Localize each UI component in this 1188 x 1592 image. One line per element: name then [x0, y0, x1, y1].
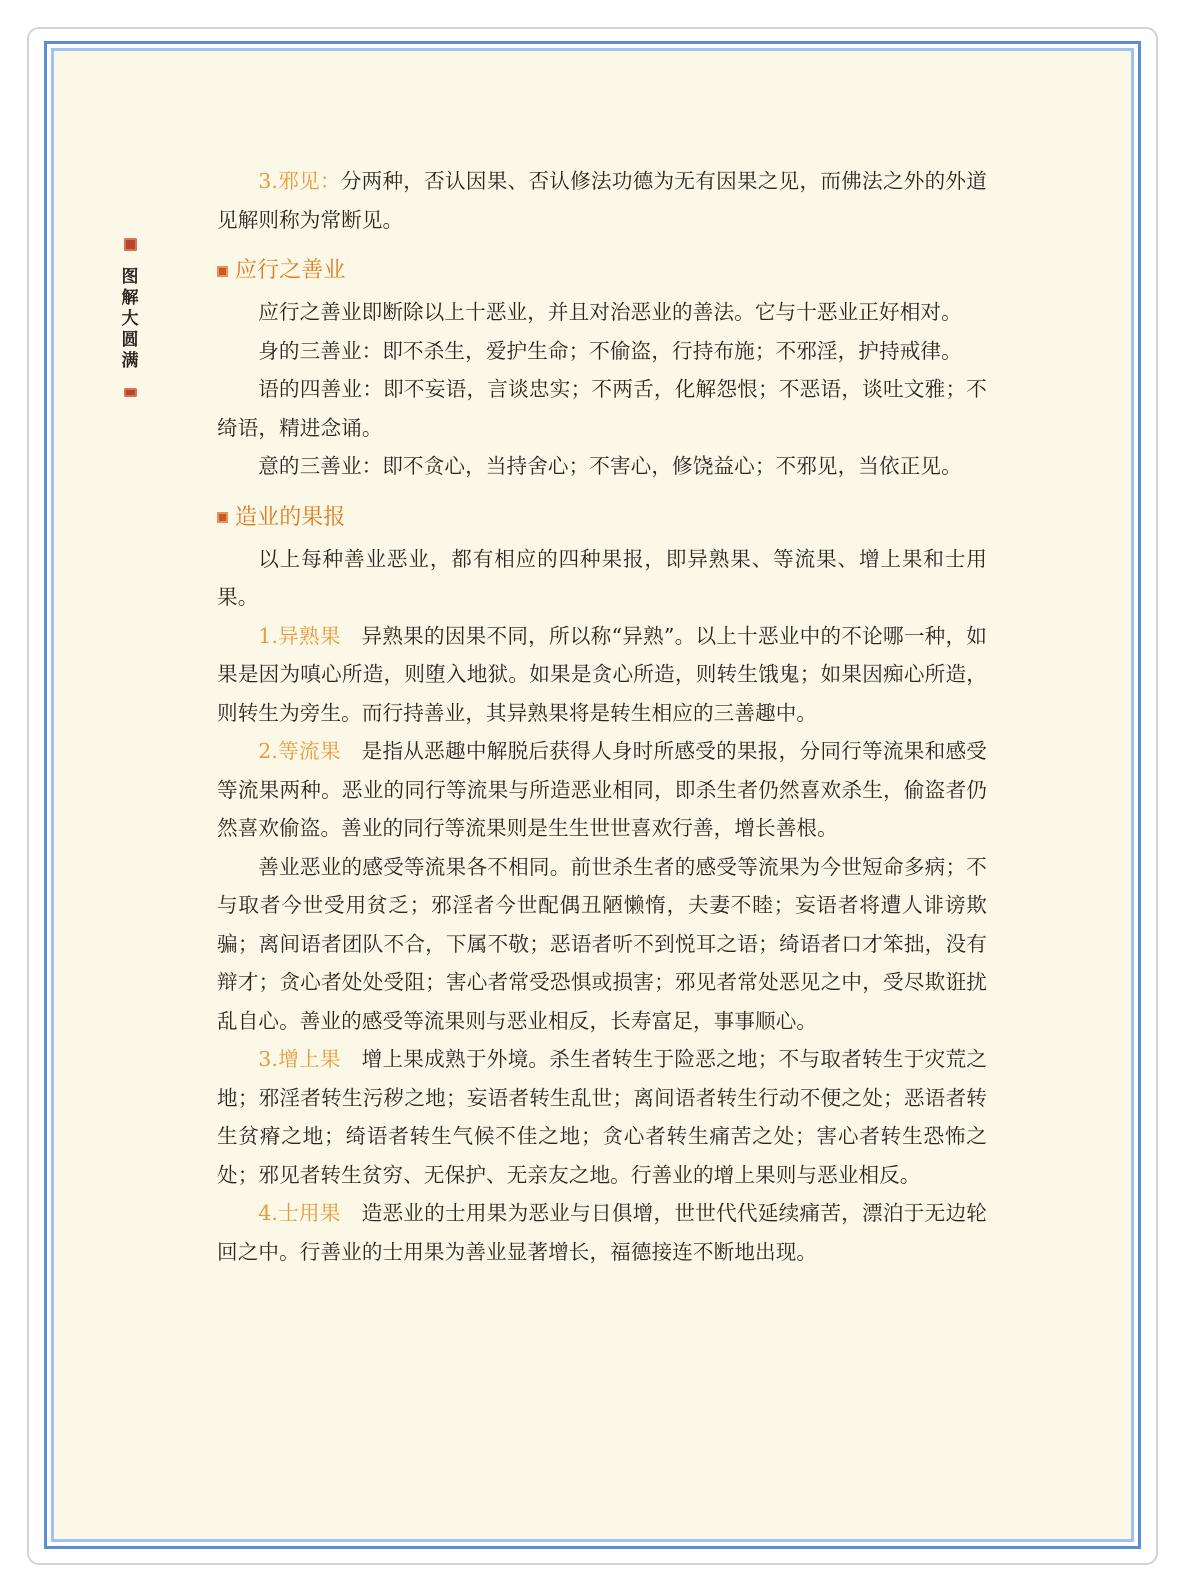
item-lead: 2.等流果: [258, 739, 341, 763]
paragraph: 善业恶业的感受等流果各不相同。前世杀生者的感受等流果为今世短命多病；不与取者今世受用贫乏；邪淫者今世配偶丑陋懒惰，夫妻不睦；妄语者将遭人诽谤欺骗；离间语者团队不合，下属不敬；恶语者听不到悦耳之语；绮语者口才笨拙，没有辩才；贪心者处处受阻；害心者常受恐惧或损害；邪见者常处恶见之中，受尽欺诳扰乱自心。善业的感受等流果则与恶业相反，长寿富足，事事顺心。: [217, 854, 987, 1033]
heading-text: 造业的果报: [235, 504, 346, 530]
item-lead: 3.增上果: [258, 1047, 341, 1071]
item-lead: 1.异熟果: [258, 623, 341, 648]
item-text: 分两种，否认因果、否认修法功德为无有因果之见，而佛法之外的外道见解则称为常断见。: [217, 169, 987, 232]
heading-text: 应行之善业: [235, 258, 346, 283]
seal-ornament-bottom: [124, 388, 137, 397]
paragraph-zengshang: [217, 1040, 987, 1194]
section-heading-karmic-results: [217, 500, 987, 536]
item-lead: 4.士用果: [258, 1201, 341, 1225]
item-lead: 3.邪见：: [258, 169, 341, 193]
item-text: 异熟果的因果不同，所以称“异熟”。以上十恶业中的不论哪一种，如果是因为嗔心所造，则堕入地狱。如果是贪心所造，则转生饿鬼；如果因痴心所造，则转生为旁生。而行持善业，其异熟果将是转生相应的三善趣中。: [217, 623, 987, 725]
paragraph: 语的四善业：即不妄语，言谈忠实；不两舌，化解怨恨；不恶语，谈吐文雅；不绮语，精进念诵。: [217, 377, 987, 440]
paragraph: 以上每种善业恶业，都有相应的四种果报，即异熟果、等流果、增上果和士用果。: [217, 546, 987, 609]
item-text: 造恶业的士用果为恶业与日俱增，世世代代延续痛苦，漂泊于无边轮回之中。行善业的士用果为善业显著增长，福德接连不断地出现。: [217, 1201, 987, 1264]
page-body: [217, 162, 987, 1271]
spine-char: 满: [121, 351, 139, 371]
paragraph: 意的三善业：即不贪心，当持舍心；不害心，修饶益心；不邪见，当依正见。: [258, 454, 962, 478]
paragraph-shiyong: [217, 1194, 987, 1271]
paragraph-dengliu: [217, 732, 987, 848]
spine-char: 大: [121, 309, 139, 329]
item-text: 是指从恶趣中解脱后获得人身时所感受的果报，分同行等流果和感受等流果两种。恶业的同行等流果与所造恶业相同，即杀生者仍然喜欢杀生，偷盗者仍然喜欢偷盗。善业的同行等流果则是生生世世喜欢行善，增长善根。: [217, 739, 987, 840]
square-bullet-icon: [217, 512, 228, 523]
item-text: 增上果成熟于外境。杀生者转生于险恶之地；不与取者转生于灾荒之地；邪淫者转生污秽之地；妄语者转生乱世；离间语者转生行动不便之处；恶语者转生贫瘠之地；绮语者转生气候不佳之地；贪心者转生痛苦之处；害心者转生恐怖之处；邪见者转生贫穷、无保护、无亲友之地。行善业的增上果则与恶业相反。: [217, 1047, 987, 1187]
paragraph: 身的三善业：即不杀生，爱护生命；不偷盗，行持布施；不邪淫，护持戒律。: [258, 338, 962, 363]
paragraph-yishu: [217, 617, 987, 733]
spine-char: 解: [121, 288, 139, 308]
spine-char: 图: [121, 267, 139, 287]
square-bullet-icon: [217, 266, 228, 277]
section-heading-good-deeds: [217, 253, 987, 289]
paragraph-xiejian: [217, 162, 987, 239]
paragraph: 应行之善业即断除以上十恶业，并且对治恶业的善法。它与十恶业正好相对。: [258, 300, 962, 324]
spine-char: 圆: [121, 330, 139, 350]
seal-ornament-top: [124, 238, 137, 251]
book-title-spine: [120, 238, 140, 397]
